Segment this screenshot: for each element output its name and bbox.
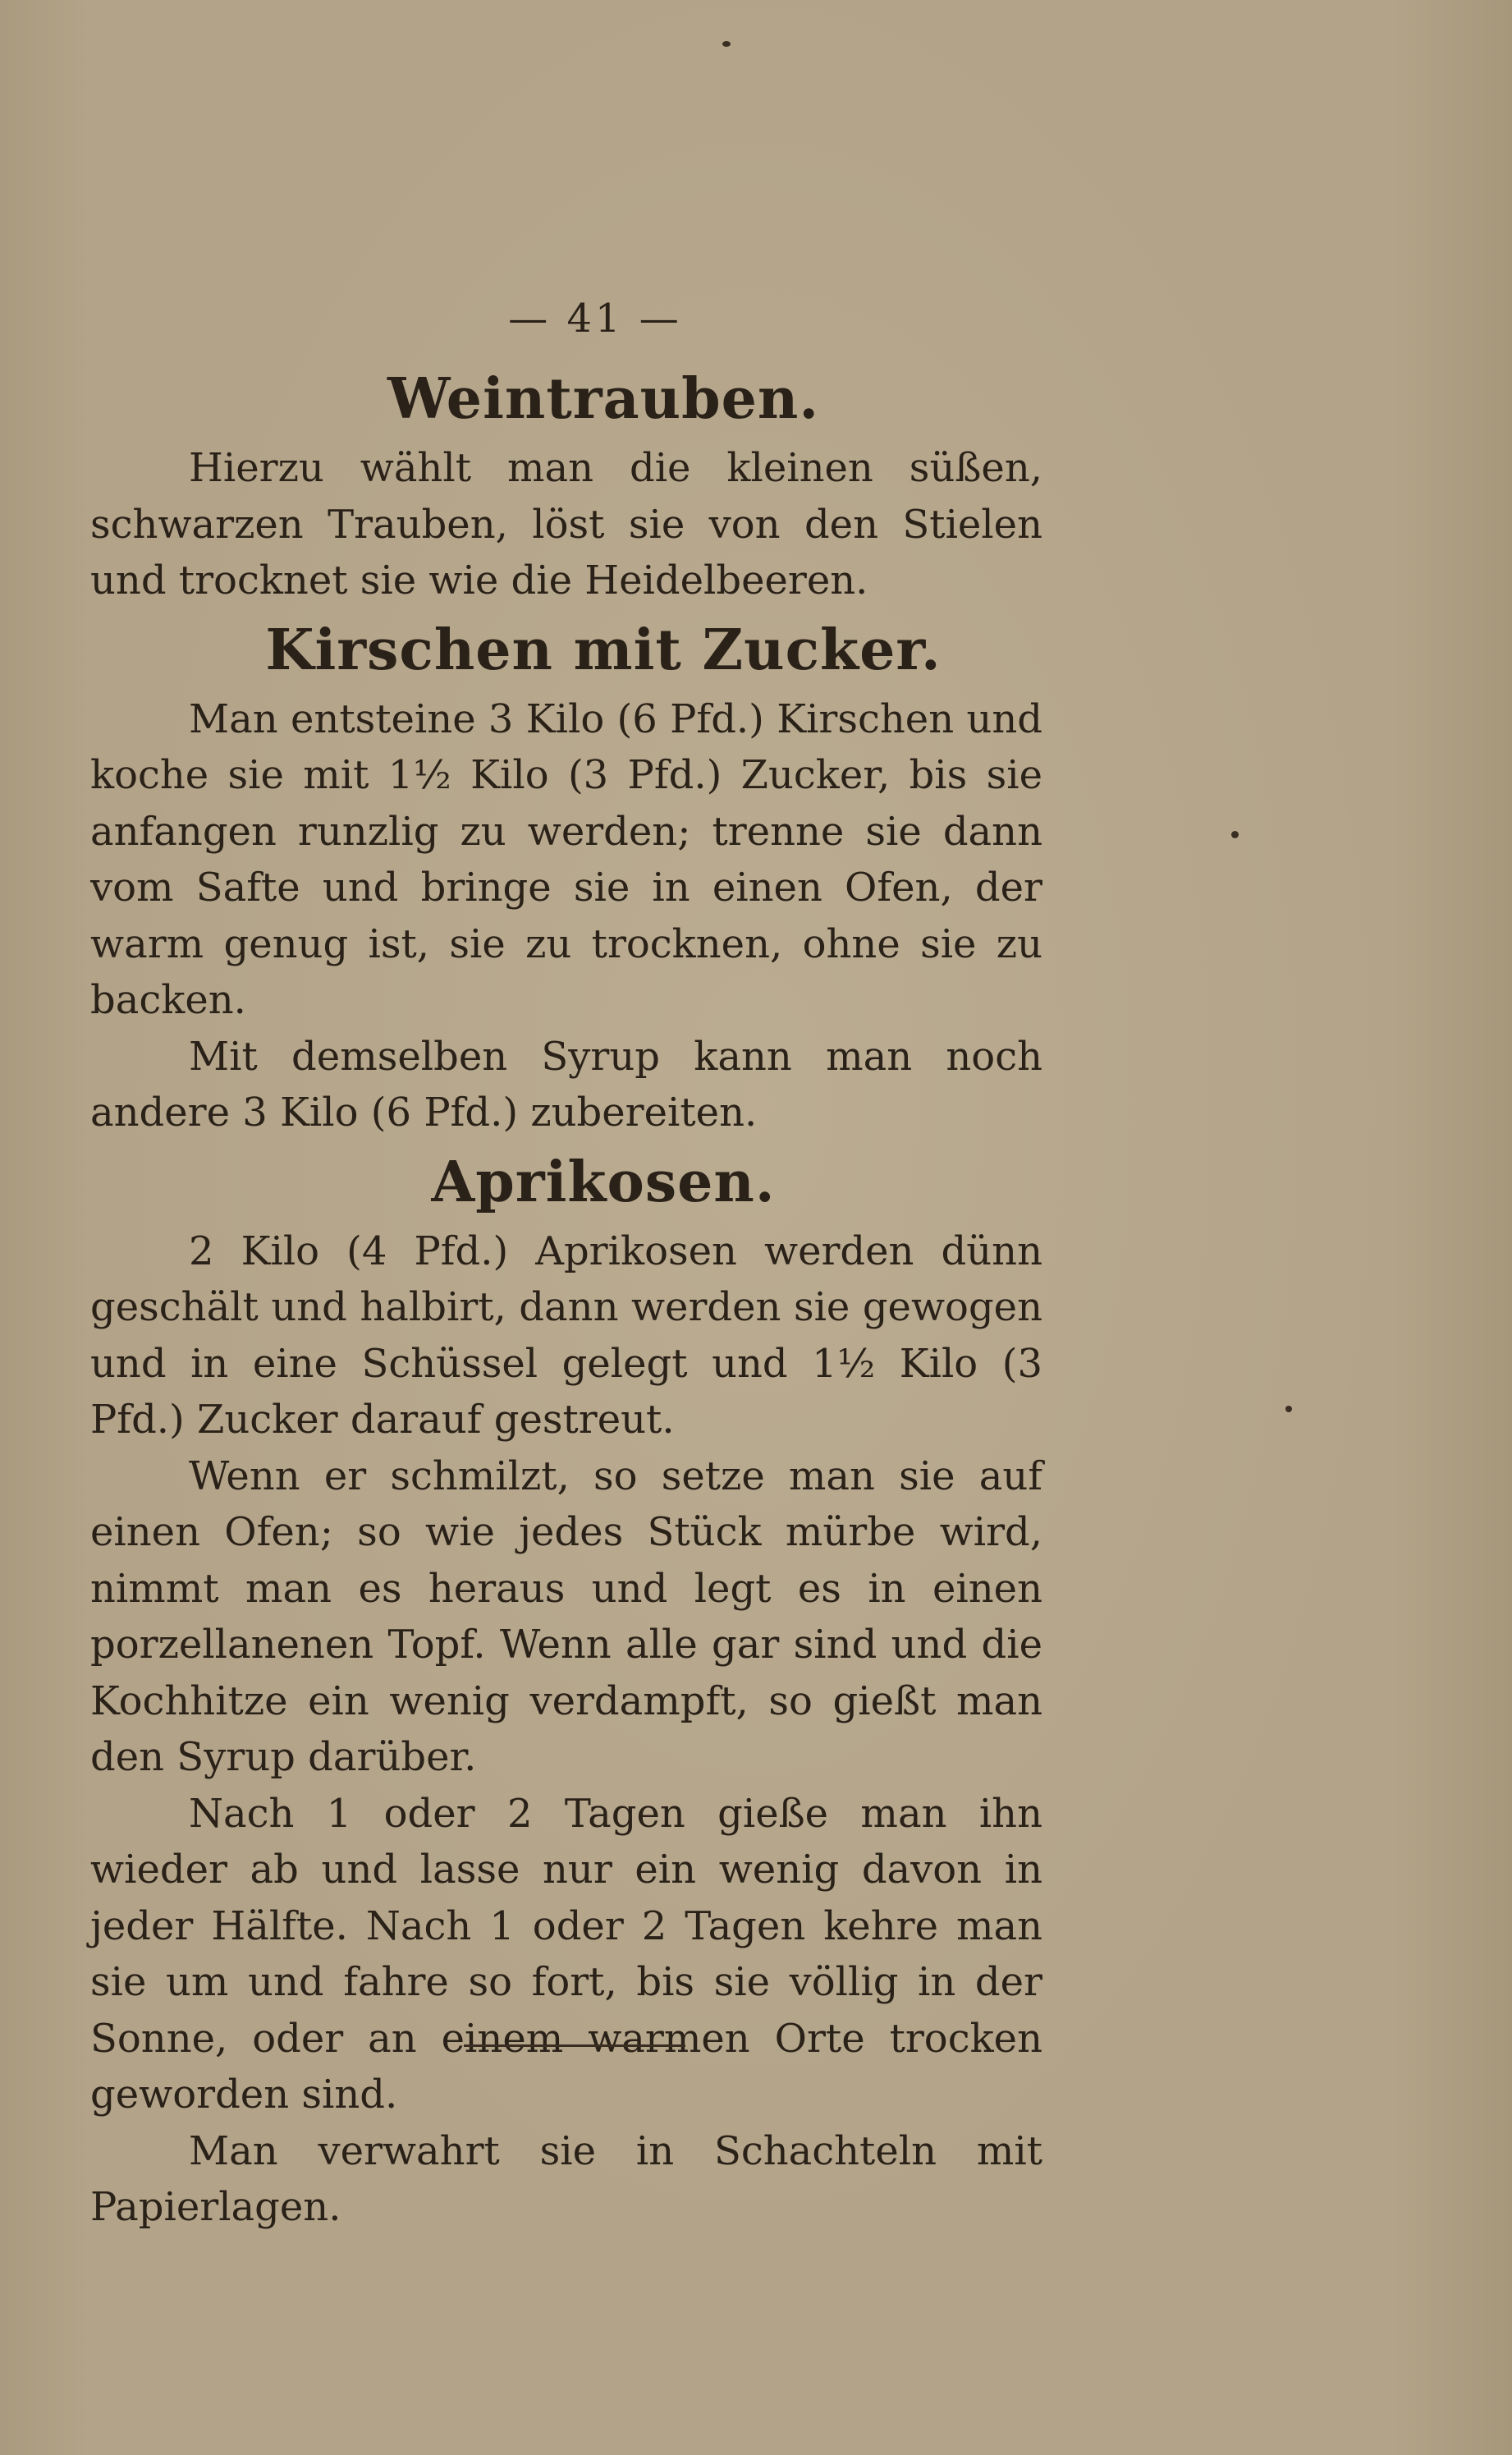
paragraph: Mit demselben Syrup kann man noch andere 3 Kilo (6 Pfd.) zubereiten. bbox=[90, 1033, 1042, 1136]
paragraph: Man entsteine 3 Kilo (6 Pfd.) Kirschen und koche sie mit 1½ Kilo (3 Pfd.) Zucker, bis sie anfangen runzlig zu werden; trenne sie dann vom Safte und bringe sie in einen Ofen, der warm genug ist, sie zu trocknen, ohne sie zu backen. bbox=[90, 695, 1042, 1023]
page-number: — 41 — bbox=[508, 296, 682, 342]
paragraph: Hierzu wählt man die kleinen süßen, schwarzen Trauben, löst sie von den Stielen und trocknet sie wie die Heidelbeeren. bbox=[90, 445, 1042, 603]
heading-aprikosen: Aprikosen. bbox=[431, 1149, 776, 1215]
paper-speck bbox=[1285, 1406, 1292, 1412]
section-end-rule bbox=[464, 2044, 685, 2047]
paragraph: Man verwahrt sie in Schachteln mit Papierlagen. bbox=[90, 2127, 1042, 2230]
paragraph: Nach 1 oder 2 Tagen gieße man ihn wieder ab und lasse nur ein wenig davon in jeder Hälfte. Nach 1 oder 2 Tagen kehre man sie um und fahre so fort, bis sie völlig in der Sonne, oder an einem warmen Orte trocken geworden sind. bbox=[90, 1790, 1042, 2118]
paragraph: Wenn er schmilzt, so setze man sie auf einen Ofen; so wie jedes Stück mürbe wird, nimmt man es heraus und legt es in einen porzellanenen Topf. Wenn alle gar sind und die Kochhitze ein wenig verdampft, so gießt man den Syrup darüber. bbox=[90, 1452, 1042, 1780]
paragraph: 2 Kilo (4 Pfd.) Aprikosen werden dünn geschält und halbirt, dann werden sie gewogen und in eine Schüssel gelegt und 1½ Kilo (3 Pfd.) Zucker darauf gestreut. bbox=[90, 1228, 1042, 1443]
heading-weintrauben: Weintrauben. bbox=[387, 366, 820, 432]
paper-speck bbox=[722, 41, 731, 47]
paper-speck bbox=[1231, 831, 1239, 838]
heading-kirschen-mit-zucker: Kirschen mit Zucker. bbox=[265, 617, 942, 683]
text-block bbox=[90, 279, 1042, 2236]
